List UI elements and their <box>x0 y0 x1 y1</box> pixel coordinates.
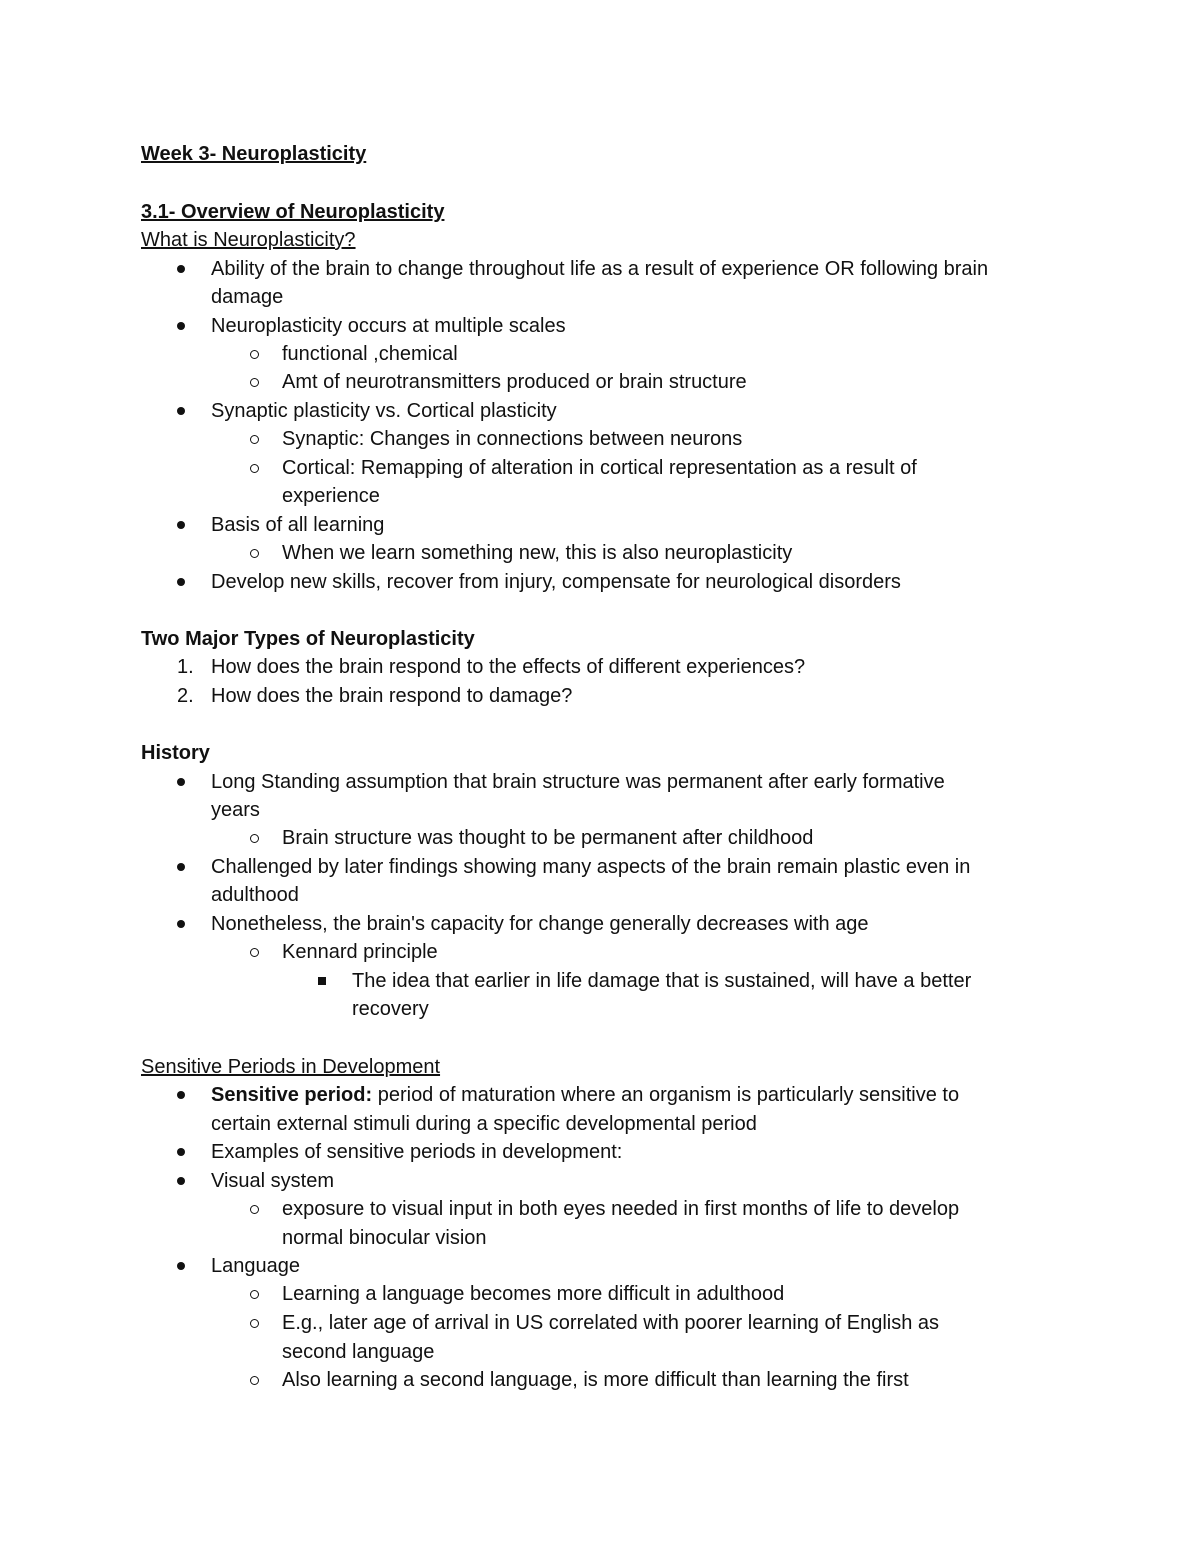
circle-bullet-icon <box>250 948 259 957</box>
list-item: Long Standing assumption that brain structure was permanent after early formative <box>211 771 945 793</box>
sub-list-item: Brain structure was thought to be permanent after childhood <box>282 827 814 849</box>
square-bullet-icon <box>318 977 326 985</box>
list-item: Synaptic plasticity vs. Cortical plasticity <box>211 400 557 422</box>
list-number: 1. <box>177 656 194 678</box>
list-item <box>211 1081 959 1109</box>
circle-bullet-icon <box>250 834 259 843</box>
circle-bullet-icon <box>250 350 259 359</box>
section-heading-types: Two Major Types of Neuroplasticity <box>141 628 475 650</box>
bullet-icon <box>177 322 185 330</box>
bullet-icon <box>177 1262 185 1270</box>
definition-text: period of maturation where an organism is particularly sensitive to <box>372 1084 960 1106</box>
sub-list-item: Kennard principle <box>282 941 438 963</box>
bullet-icon <box>177 578 185 586</box>
sub-list-item: Cortical: Remapping of alteration in cortical representation as a result of <box>282 457 917 479</box>
sub-list-item: Synaptic: Changes in connections between neurons <box>282 428 743 450</box>
circle-bullet-icon <box>250 464 259 473</box>
section-heading-history: History <box>141 742 210 764</box>
bullet-icon <box>177 265 185 273</box>
subheading-what-is: What is Neuroplasticity? <box>141 229 356 251</box>
list-item: Develop new skills, recover from injury, compensate for neurological disorders <box>211 571 901 593</box>
list-item-continuation: years <box>211 799 260 821</box>
list-item: Challenged by later findings showing many aspects of the brain remain plastic even in <box>211 856 971 878</box>
list-number: 2. <box>177 685 194 707</box>
list-item: Language <box>211 1255 300 1277</box>
numbered-item: How does the brain respond to damage? <box>211 685 573 707</box>
sub-list-item: exposure to visual input in both eyes needed in first months of life to develop <box>282 1198 960 1220</box>
circle-bullet-icon <box>250 1290 259 1299</box>
bullet-icon <box>177 1091 185 1099</box>
sub-list-item: Amt of neurotransmitters produced or brain structure <box>282 371 747 393</box>
bullet-icon <box>177 521 185 529</box>
sub-list-item-continuation: second language <box>282 1341 435 1363</box>
circle-bullet-icon <box>250 1205 259 1214</box>
list-item: Visual system <box>211 1170 335 1192</box>
sub-list-item: functional ,chemical <box>282 343 458 365</box>
term-sensitive-period: Sensitive period: <box>211 1084 373 1106</box>
sub-list-item: Learning a language becomes more difficult in adulthood <box>282 1283 785 1305</box>
tertiary-list-item: The idea that earlier in life damage that is sustained, will have a better <box>352 970 972 992</box>
sub-list-item: E.g., later age of arrival in US correlated with poorer learning of English as <box>282 1312 940 1334</box>
list-item: Neuroplasticity occurs at multiple scales <box>211 315 566 337</box>
bullet-icon <box>177 920 185 928</box>
sub-list-item: Also learning a second language, is more difficult than learning the first <box>282 1369 909 1391</box>
numbered-item: How does the brain respond to the effects of different experiences? <box>211 656 806 678</box>
sub-list-item-continuation: normal binocular vision <box>282 1227 487 1249</box>
circle-bullet-icon <box>250 435 259 444</box>
bullet-icon <box>177 863 185 871</box>
circle-bullet-icon <box>250 1319 259 1328</box>
list-item-continuation: certain external stimuli during a specific developmental period <box>211 1113 757 1135</box>
section-heading-sensitive-periods: Sensitive Periods in Development <box>141 1056 441 1078</box>
sub-list-item-continuation: experience <box>282 485 380 507</box>
bullet-icon <box>177 778 185 786</box>
bullet-icon <box>177 1148 185 1156</box>
circle-bullet-icon <box>250 378 259 387</box>
list-item: Examples of sensitive periods in development: <box>211 1141 623 1163</box>
section-heading-overview: 3.1- Overview of Neuroplasticity <box>141 201 445 223</box>
list-item: Basis of all learning <box>211 514 385 536</box>
circle-bullet-icon <box>250 549 259 558</box>
page-title: Week 3- Neuroplasticity <box>141 143 367 165</box>
bullet-icon <box>177 1177 185 1185</box>
list-item: Ability of the brain to change throughout life as a result of experience OR following brain <box>211 258 989 280</box>
list-item-continuation: adulthood <box>211 884 299 906</box>
tertiary-list-item-continuation: recovery <box>352 998 429 1020</box>
bullet-icon <box>177 407 185 415</box>
list-item-continuation: damage <box>211 286 284 308</box>
sub-list-item: When we learn something new, this is also neuroplasticity <box>282 542 793 564</box>
list-item: Nonetheless, the brain's capacity for change generally decreases with age <box>211 913 869 935</box>
circle-bullet-icon <box>250 1376 259 1385</box>
